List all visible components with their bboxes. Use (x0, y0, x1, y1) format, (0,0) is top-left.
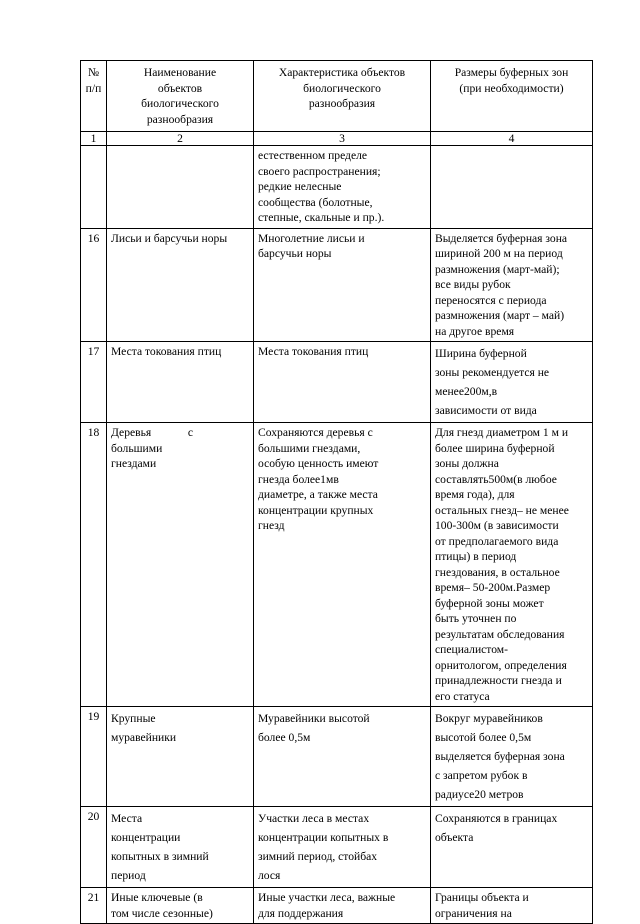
table-row (81, 423, 593, 707)
row-name: Деревья с большими гнездами (107, 423, 254, 707)
row-buffer (431, 146, 593, 229)
column-number: 4 (431, 132, 593, 146)
header-buffer: Размеры буферных зон (при необходимости) (431, 61, 593, 132)
column-number: 2 (107, 132, 254, 146)
table-row (81, 807, 593, 888)
row-characteristic: естественном пределе своего распространения; редкие нелесные сообщества (болотные, степные, скальные и пр.). (254, 146, 431, 229)
row-number: 19 (81, 707, 107, 807)
row-number: 17 (81, 342, 107, 423)
row-characteristic: Многолетние лисьи и барсучьи норы (254, 228, 431, 342)
biodiversity-table (80, 60, 593, 924)
row-buffer: Вокруг муравейников высотой более 0,5м выделяется буферная зона с запретом рубок в радиусе20 метров (431, 707, 593, 807)
table-row (81, 707, 593, 807)
table-row (81, 888, 593, 924)
row-number: 21 (81, 888, 107, 924)
header-number: № п/п (81, 61, 107, 132)
row-name (107, 146, 254, 229)
row-characteristic: Места токования птиц (254, 342, 431, 423)
column-number-row (81, 132, 593, 146)
table-row (81, 342, 593, 423)
row-buffer: Ширина буферной зоны рекомендуется не менее200м,в зависимости от вида (431, 342, 593, 423)
row-number: 18 (81, 423, 107, 707)
header-characteristic: Характеристика объектов биологического разнообразия (254, 61, 431, 132)
row-buffer: Для гнезд диаметром 1 м и более ширина буферной зоны должна составлять500м(в любое время года), для остальных гнезд– не менее 100-300м (в зависимости от предполагаемого вида птицы) в период гнездования, в остальное время– 50-200м.Размер буферной зоны может быть уточнен по результатам обследования специалистом- орнитологом, определения принадлежности гнезда и его статуса (431, 423, 593, 707)
header-row (81, 61, 593, 132)
row-characteristic: Участки леса в местах концентрации копытных в зимний период, стойбах лося (254, 807, 431, 888)
row-name: Места токования птиц (107, 342, 254, 423)
row-characteristic: Муравейники высотой более 0,5м (254, 707, 431, 807)
row-name-first-line: Деревья с (111, 426, 193, 439)
row-name: Крупные муравейники (107, 707, 254, 807)
header-name: Наименование объектов биологического разнообразия (107, 61, 254, 132)
table-row (81, 228, 593, 342)
row-characteristic: Сохраняются деревья с большими гнездами, особую ценность имеют гнезда более1мв диаметре, а также места концентрации крупных гнезд (254, 423, 431, 707)
column-number: 3 (254, 132, 431, 146)
row-buffer: Выделяется буферная зона шириной 200 м на период размножения (март-май); все виды рубок переносятся с периода размножения (март – май) на другое время (431, 228, 593, 342)
table-row (81, 146, 593, 229)
row-name: Места концентрации копытных в зимний период (107, 807, 254, 888)
row-name: Иные ключевые (в том числе сезонные) (107, 888, 254, 924)
row-number (81, 146, 107, 229)
row-buffer: Границы объекта и ограничения на (431, 888, 593, 924)
row-name: Лисьи и барсучьи норы (107, 228, 254, 342)
row-number: 16 (81, 228, 107, 342)
column-number: 1 (81, 132, 107, 146)
row-characteristic: Иные участки леса, важные для поддержания (254, 888, 431, 924)
row-number: 20 (81, 807, 107, 888)
row-buffer: Сохраняются в границах объекта (431, 807, 593, 888)
